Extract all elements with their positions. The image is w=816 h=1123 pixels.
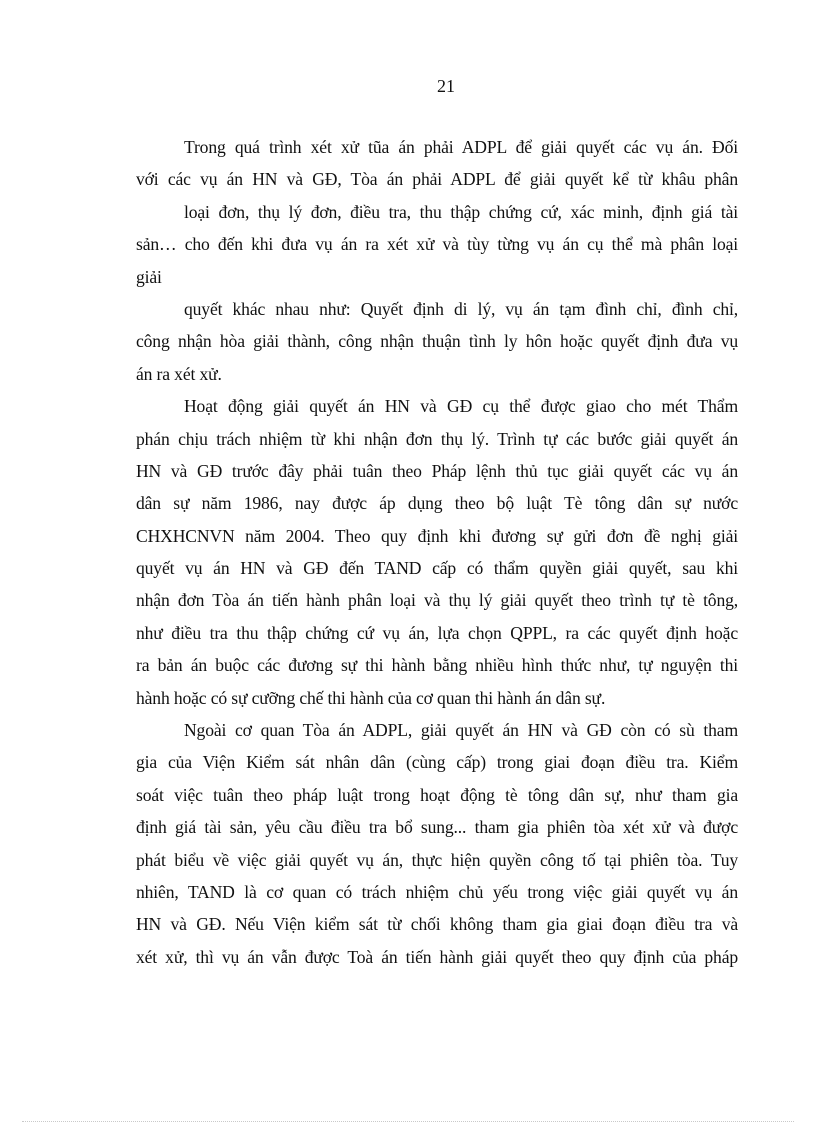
text-line: phán chịu trách nhiệm từ khi nhận đơn thụ lý. Trình tự các bước giải quyết án [136,428,738,449]
text-line: gia của Viện Kiểm sát nhân dân (cùng cấp) trong giai đoạn điều tra. Kiểm [136,752,738,773]
body-text [136,131,738,973]
text-line: Trong quá trình xét xử tũa án phải ADPL để giải quyết các vụ án. Đối [184,137,738,157]
text-line: HN và GĐ. Nếu Viện kiểm sát từ chối không tham gia giai đoạn điều tra và [136,914,738,935]
paragraph-3 [136,714,738,973]
text-line: ra bản án buộc các đương sự thi hành bằng nhiều hình thức như, tự nguyện thi [136,655,738,676]
text-line: sản… cho đến khi đưa vụ án ra xét xử và tùy từng vụ án cụ thể mà phân loại [136,234,738,255]
text-line: xét xử, thì vụ án vẫn được Toà án tiến hành giải quyết theo quy định của pháp [136,946,738,967]
page-number: 21 [437,76,455,96]
text-line: như điều tra thu thập chứng cứ vụ án, lựa chọn QPPL, ra các quyết định hoặc [136,622,738,643]
text-line: soát việc tuân theo pháp luật trong hoạt động tè tông dân sự, như tham gia [136,784,738,805]
text-line: giải [136,266,162,287]
page-bottom-border [22,1121,794,1122]
text-line: nhận đơn Tòa án tiến hành phân loại và thụ lý giải quyết theo trình tự tè tông, [136,590,738,611]
text-line: loại đơn, thụ lý đơn, điều tra, thu thập chứng cứ, xác minh, định giá tài [184,201,738,222]
text-line: CHXHCNVN năm 2004. Theo quy định khi đương sự gửi đơn đề nghị giải [136,525,738,546]
text-line: quyết khác nhau như: Quyết định di lý, vụ án tạm đình chỉ, đình chỉ, [184,298,738,319]
text-line: phát biểu về việc giải quyết vụ án, thực hiện quyền công tố tại phiên tòa. Tuy [136,849,738,870]
text-line: Hoạt động giải quyết án HN và GĐ cụ thể được giao cho mét Thẩm [184,396,738,417]
text-line: công nhận hòa giải thành, công nhận thuận tình ly hôn hoặc quyết định đưa vụ [136,331,738,352]
text-line: nhiên, TAND là cơ quan có trách nhiệm chủ yếu trong việc giải quyết vụ án [136,881,738,902]
text-line: án ra xét xử. [136,363,222,384]
text-line: dân sự năm 1986, nay được áp dụng theo bộ luật Tè tông dân sự nước [136,493,738,514]
text-line: hành hoặc có sự cưỡng chế thi hành của cơ quan thi hành án dân sự. [136,687,606,708]
text-line: HN và GĐ trước đây phải tuân theo Pháp lệnh thủ tục giải quyết các vụ án [136,460,738,481]
paragraph-1 [136,131,738,390]
text-line: định giá tài sản, yêu cầu điều tra bổ sung... tham gia phiên tòa xét xử và được [136,817,738,838]
text-line: với các vụ án HN và GĐ, Tòa án phải ADPL để giải quyết kể từ khâu phân [136,169,738,190]
paragraph-2 [136,390,738,714]
text-line: Ngoài cơ quan Tòa án ADPL, giải quyết án HN và GĐ còn có sù tham [184,720,738,741]
text-line: quyết vụ án HN và GĐ đến TAND cấp có thẩm quyền giải quyết, sau khi [136,558,738,579]
